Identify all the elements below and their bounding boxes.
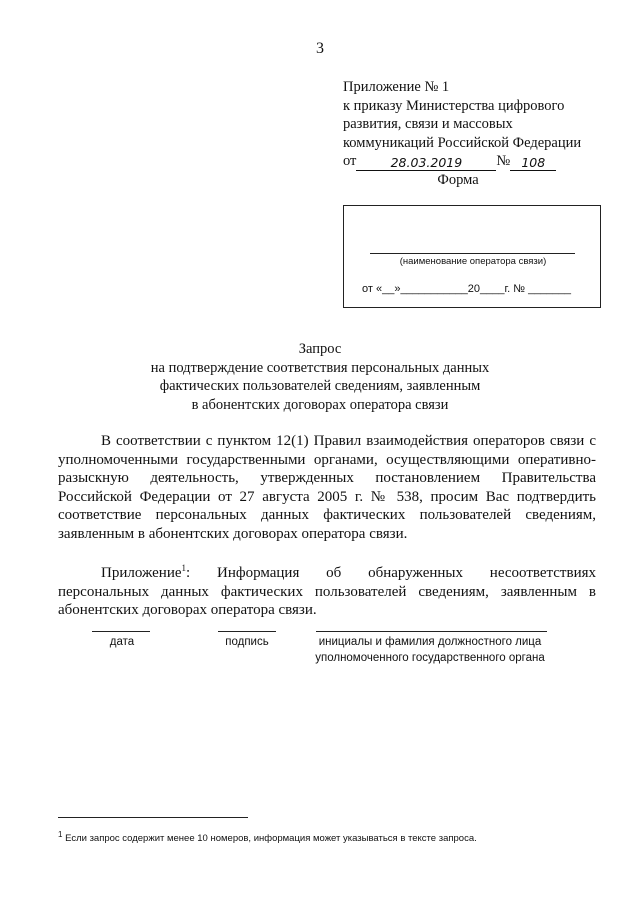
date-signature-line bbox=[92, 631, 150, 632]
operator-frame bbox=[343, 205, 601, 308]
blank-year: ____ bbox=[480, 283, 505, 295]
number-label: № bbox=[496, 153, 511, 169]
date-label: дата bbox=[109, 636, 135, 648]
blank-month: ___________ bbox=[400, 283, 468, 295]
frame-year-suffix: г. № bbox=[504, 283, 526, 295]
request-title-line-2: на подтверждение соответствия персональных данных bbox=[150, 359, 490, 376]
footnote bbox=[58, 830, 618, 844]
body-paragraph-2 bbox=[58, 564, 596, 620]
appendix-line-2: к приказу Министерства цифрового bbox=[343, 97, 565, 114]
request-title-line-1: Запрос bbox=[298, 341, 342, 357]
request-title-line-4: в абонентских договорах оператора связи bbox=[191, 396, 449, 413]
from-label: от bbox=[343, 153, 357, 169]
appendix-line-3: развития, связи и массовых bbox=[343, 116, 513, 132]
operator-caption: (наименование оператора связи) bbox=[399, 256, 547, 267]
order-date-line bbox=[343, 152, 633, 171]
footnote-separator bbox=[58, 817, 248, 818]
attachment-label: Приложение bbox=[101, 565, 182, 581]
appendix-line-1: Приложение № 1 bbox=[343, 79, 450, 95]
signature-line bbox=[218, 631, 276, 632]
footnote-ref: 1 bbox=[181, 563, 187, 573]
request-body bbox=[58, 432, 596, 620]
blank-number: _______ bbox=[525, 283, 571, 295]
official-label-line-1: инициалы и фамилия должностного лица bbox=[318, 636, 542, 648]
handwritten-number: 108 bbox=[510, 155, 556, 171]
page-number: 3 bbox=[316, 40, 324, 57]
frame-from-prefix: от «__» bbox=[362, 283, 401, 295]
official-name-line bbox=[316, 631, 547, 632]
official-label bbox=[300, 634, 560, 666]
appendix-header bbox=[343, 78, 633, 189]
form-label: Форма bbox=[437, 171, 479, 188]
frame-date-line bbox=[362, 283, 592, 295]
appendix-line-4: коммуникаций Российской Федерации bbox=[343, 134, 582, 151]
operator-name-line bbox=[370, 253, 575, 254]
footnote-text: Если запрос содержит менее 10 номеров, информация может указываться в тексте запроса. bbox=[65, 833, 477, 845]
request-title-line-3: фактических пользователей сведениям, заявленным bbox=[159, 378, 481, 394]
handwritten-date: 28.03.2019 bbox=[356, 155, 496, 171]
official-label-line-2: уполномоченного государственного органа bbox=[315, 652, 545, 664]
footnote-marker: 1 bbox=[58, 830, 63, 839]
signature-label: подпись bbox=[225, 636, 269, 648]
attachment-text: : Информация об обнаруженных несоответствиях персональных данных фактических пользователей сведениям, заявленным в абонентских договорах оператора связи. bbox=[58, 565, 596, 618]
frame-year-prefix: 20 bbox=[467, 283, 480, 295]
body-paragraph-1: В соответствии с пунктом 12(1) Правил взаимодействия операторов связи с уполномоченными государственными органами, осуществляющими оперативно-разыскную деятельность, утвержденных постановлением Правительства Российской Федерации от 27 августа 2005 г. № 538, просим Вас подтвердить соответствие персональных данных фактических пользователей сведениям, заявленным в абонентских договорах оператора связи. bbox=[58, 433, 596, 542]
request-title bbox=[0, 340, 640, 414]
